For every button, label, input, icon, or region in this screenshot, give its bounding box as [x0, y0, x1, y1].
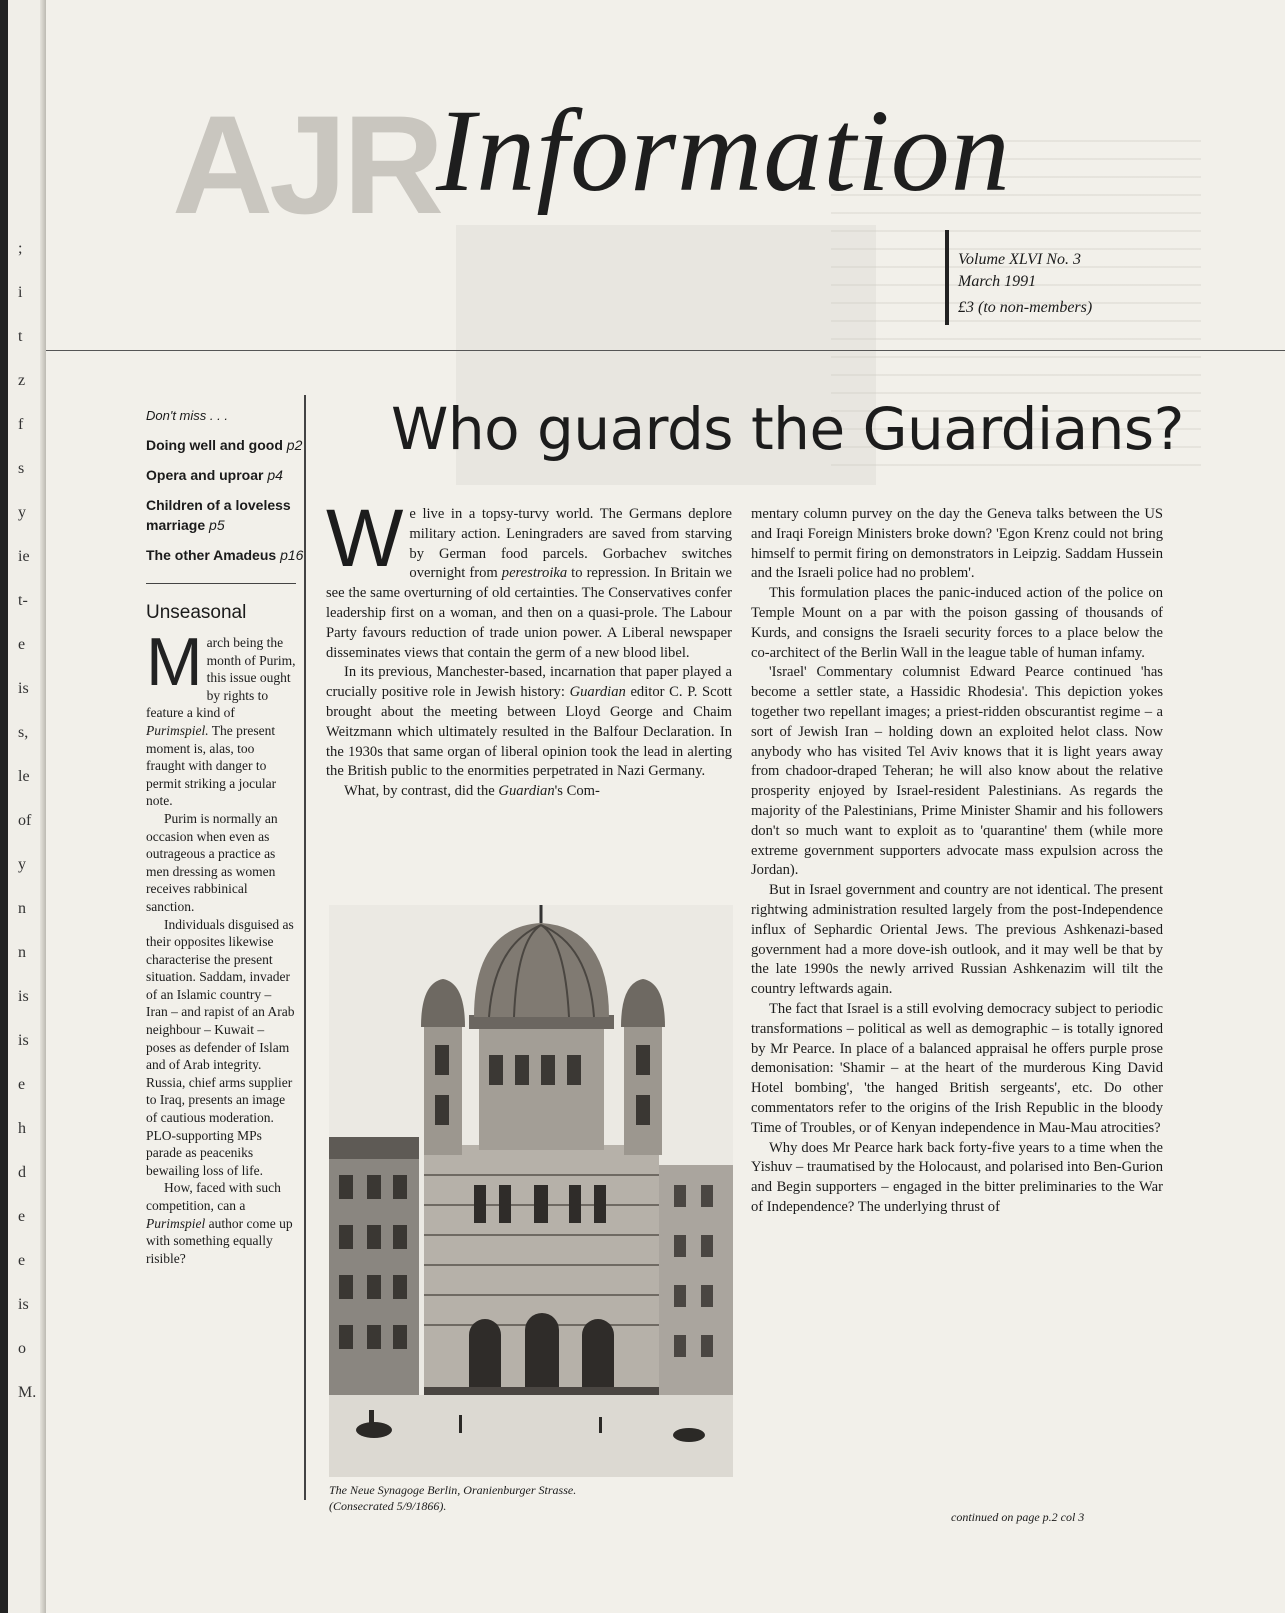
text-run: What, by contrast, did the	[344, 783, 499, 800]
text-run: author come up with something equally risible?	[146, 1215, 293, 1266]
left-page-fragment: M.	[18, 1384, 37, 1401]
left-page-fragment: e	[18, 1076, 26, 1093]
text-run: e live in a topsy-turvy world. The Germans deplore military action. Leningraders are saved from starving by German food parcels. Gorbachev switches overnight from	[409, 506, 732, 582]
left-page-fragment: y	[18, 504, 26, 521]
dont-miss-label: Don't miss . . .	[146, 408, 228, 423]
left-page-fragment: o	[18, 1340, 26, 1357]
item-title: Doing well and good	[146, 437, 283, 453]
paragraph: But in Israel government and country are not identical. The present rightwing administration resulted largely from the post-Independence influx of Sephardic Oriental Jews. The previous Ashkenazi-based government had a more dove-ish outlook, and it may well be that by the late 1990s the newly arrived Russian Ashkenazim will tilt the country leftwards again.	[751, 882, 1163, 998]
dont-miss-item[interactable]	[146, 435, 306, 455]
left-page-fragment: s,	[18, 724, 29, 741]
binding-edge	[0, 0, 8, 1613]
issue-date: March 1991	[958, 273, 1037, 290]
paragraph: mentary column purvey on the day the Geneva talks between the US and Iraqi Foreign Ministers broke down? 'Egon Krenz could not bring himself to permit firing on demonstrators in Leipzig. Saddam Hussein and the Israeli police had no problem'.	[751, 506, 1163, 582]
text-run: arch being the month of Purim, this issue ought by rights to feature a kind of	[146, 635, 296, 721]
text-run: The present moment is, alas, too fraught with danger to permit striking a jocular note.	[146, 722, 277, 809]
left-page-fragment: d	[18, 1164, 26, 1181]
issue-info	[958, 249, 1092, 319]
masthead-rule	[46, 350, 1285, 351]
unseasonal-body	[146, 624, 296, 1267]
previous-page-edge	[0, 0, 46, 1613]
item-page: p16	[280, 547, 304, 563]
text-run: In its previous, Manchester-based, incarnation that paper played a crucially positive role in Jewish history:	[326, 664, 732, 701]
paragraph: The fact that Israel is a still evolving democracy subject to periodic transformations – political as well as demographic – is totally ignored by Mr Pearce. In place of a balanced appraisal he offers purple prose demonisation: 'Shamir – at the heart of the murderous King David Hotel bombing', 'the hanged British sergeants', etc. Do other commentators refer to the origins of the Irish Republic in the bloody Time of Troubles, or of Kenyan independence in Mau-Mau atrocities?	[751, 1000, 1163, 1136]
left-page-fragment: h	[18, 1120, 26, 1137]
masthead-ajr: AJR	[172, 86, 441, 243]
left-page-fragment: is	[18, 988, 29, 1005]
left-page-fragment: e	[18, 636, 26, 653]
headline: Who guards the Guardians?	[391, 395, 1184, 463]
dont-miss-item[interactable]	[146, 465, 306, 485]
text-run: How, faced with such competition, can a	[146, 1180, 281, 1213]
issue-price: £3 (to non-members)	[958, 299, 1093, 316]
item-page: p5	[209, 517, 225, 533]
paragraph: Why does Mr Pearce hark back forty-five years to a time when the Yishuv – traumatised by the Holocaust, and polarised into Ben-Gurion and Begin supporters – engaged in the bitter preliminaries to the War of Independence? The underlying thrust of	[751, 1139, 1163, 1215]
left-page-fragment: s	[18, 460, 25, 477]
paragraph: 'Israel' Commentary columnist Edward Pearce continued 'has become a settler state, a Hassidic Rhodesia'. This depiction yokes together two repellant images; a priest-ridden obscurantist regime – a sort of Jewish Iran – holding down an exploited helot class. Now anybody who has visited Tel Aviv knows that it is light years away from chadoor-draped Teheran; he will also know about the relative prosperity enjoyed by Israel-resident Palestinians. As regards the majority of the Palestinians, Prime Minister Shamir and his followers don't so much want to exploit as to 'quarantine' them (while more extreme government supporters advocate mass expulsion across the Jordan).	[751, 664, 1163, 879]
left-page-fragment: y	[18, 856, 26, 873]
left-page-fragment: f	[18, 416, 24, 433]
left-page-fragment: z	[18, 372, 26, 389]
text-run: Guardian	[498, 783, 555, 800]
left-page-fragment: e	[18, 1252, 26, 1269]
item-title: Children of a loveless marriage	[146, 497, 291, 533]
text-run: Guardian	[569, 684, 626, 701]
dont-miss-item[interactable]	[146, 545, 306, 565]
text-run: perestroika	[501, 565, 568, 582]
left-page-fragment: is	[18, 680, 29, 697]
masthead-information: Information	[436, 85, 1011, 216]
text-run: to repression. In Britain we see the same overturning of old certainties. The Conservatives confer leadership first on a woman, and then on a quasi-prole. The Labour Party favours reduction of trade union power. A Liberal newspaper disseminates views that contain the germ of a new blood libel.	[326, 565, 732, 661]
sidebar-divider	[146, 583, 296, 584]
left-page-fragment: is	[18, 1296, 29, 1313]
left-page-fragment: ;	[18, 240, 23, 257]
volume-rule	[945, 230, 949, 325]
article-column-2	[751, 505, 1163, 1218]
newspaper-page	[46, 0, 1285, 1613]
left-page-fragment: t-	[18, 592, 28, 609]
paragraph: Individuals disguised as their opposites likewise characterise the present situation. Saddam, invader of an Islamic country – Iran – and rapist of an Arab neighbour – Kuwait – poses as defender of Islam and of Arab integrity. Russia, chief arms supplier to Iraq, presents an image of cautious moderation. PLO-supporting MPs parade as peaceniks bewailing loss of life.	[146, 916, 295, 1178]
left-page-fragment: n	[18, 944, 26, 961]
item-page: p2	[286, 437, 303, 453]
dont-miss-item[interactable]	[146, 495, 306, 535]
unseasonal-heading: Unseasonal	[146, 602, 247, 623]
paragraph: Purim is normally an occasion when even as outrageous a practice as men dressing as women receives rabbinical sanction.	[146, 810, 278, 914]
synagogue-illustration	[329, 905, 733, 1477]
left-page-fragment: ie	[18, 548, 30, 565]
continued-note[interactable]: continued on page p.2 col 3	[951, 1510, 1085, 1524]
text-run: editor C. P. Scott brought about the meeting between Lloyd George and Chaim Weitzmann which ultimately resulted in the Balfour Declaration. In the 1930s that same organ of liberal opinion took the lead in alerting the British public to the enormities perpetrated in Nazi Germany.	[326, 684, 732, 780]
left-page-fragment: t	[18, 328, 23, 345]
synagogue-photo	[329, 905, 733, 1477]
left-page-fragment: is	[18, 1032, 29, 1049]
paragraph: This formulation places the panic-induced action of the police on Temple Mount on a par with the poison gassing of thousands of Kurds, and consigns the Israeli security forces to a place below the co-architect of the Berlin Wall in the league table of human infamy.	[751, 585, 1163, 661]
item-title: Opera and uproar	[146, 467, 264, 483]
text-run: Purimspiel	[146, 1215, 206, 1231]
article-column-1	[326, 493, 732, 802]
left-page-fragment: of	[18, 812, 32, 829]
left-page-fragment: le	[18, 768, 30, 785]
left-page-fragment: e	[18, 1208, 26, 1225]
item-page: p4	[267, 467, 283, 483]
dropcap-w: W	[326, 493, 404, 584]
left-page-fragment: n	[18, 900, 26, 917]
item-title: The other Amadeus	[146, 547, 277, 563]
text-run: Purimspiel.	[146, 722, 209, 738]
sidebar	[146, 408, 306, 1267]
photo-caption	[329, 1482, 733, 1514]
text-run: 's Com-	[554, 783, 600, 800]
caption-line: (Consecrated 5/9/1866).	[329, 1499, 447, 1513]
caption-line: The Neue Synagoge Berlin, Oranienburger Strasse.	[329, 1483, 577, 1497]
dropcap-m: M	[146, 624, 203, 700]
issue-volume: Volume XLVI No. 3	[958, 251, 1081, 268]
left-page-fragment: i	[18, 284, 23, 301]
